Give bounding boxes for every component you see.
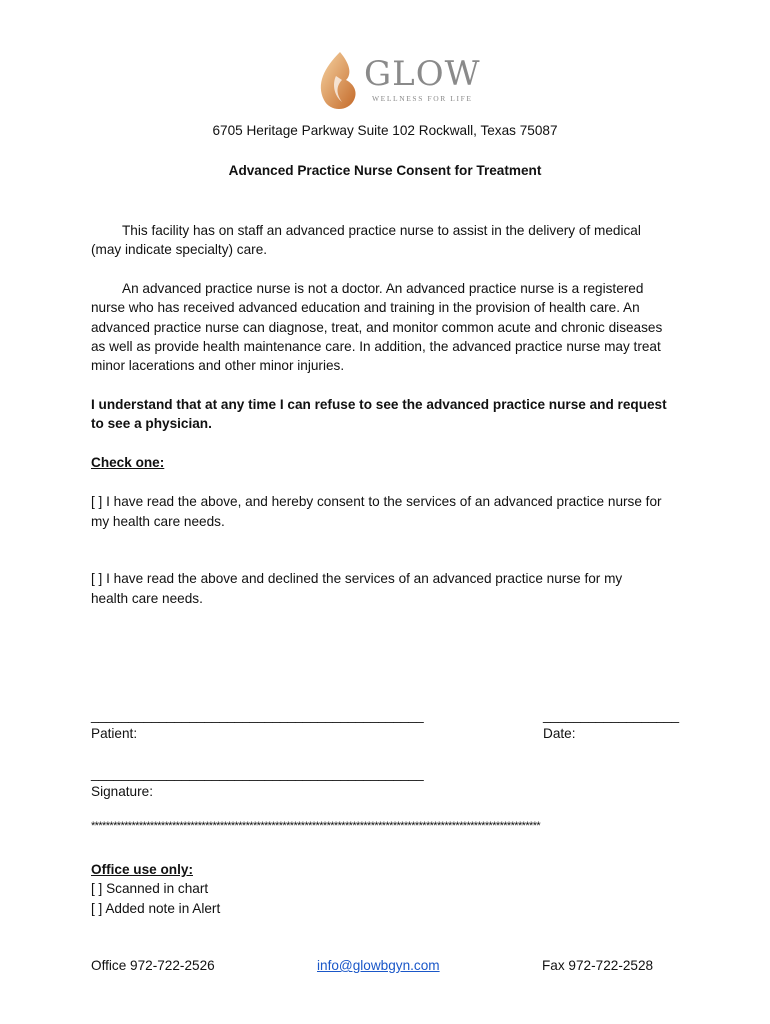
para2-line: minor lacerations and other minor injuries. <box>91 358 345 373</box>
office-phone: Office 972-722-2526 <box>91 958 215 973</box>
patient-blank: ____________________________________________ <box>91 708 424 723</box>
fax-number: Fax 972-722-2528 <box>542 958 654 973</box>
para2-line: nurse who has received advanced education and training in the provision of health care. An <box>91 300 640 315</box>
date-label: Date: <box>543 726 576 741</box>
consent-option: my health care needs. <box>91 514 225 529</box>
office-checkbox-item: [ ] Scanned in chart <box>91 881 209 896</box>
signature-label: Signature: <box>91 784 153 799</box>
office-checkbox-item: [ ] Added note in Alert <box>91 901 221 916</box>
glow-logo <box>314 50 481 114</box>
email-link[interactable]: info@glowbgyn.com <box>317 958 440 973</box>
para2-line: as well as provide health maintenance care. In addition, the advanced practice nurse may treat <box>91 339 661 354</box>
logo-tagline: WELLNESS FOR LIFE <box>372 94 473 103</box>
refusal-statement: I understand that at any time I can refuse to see the advanced practice nurse and request <box>91 397 667 412</box>
para1-line: This facility has on staff an advanced practice nurse to assist in the delivery of medical <box>122 223 641 238</box>
patient-label: Patient: <box>91 726 138 741</box>
decline-option: [ ] I have read the above and declined the services of an advanced practice nurse for my <box>91 571 623 586</box>
separator: ************************************************************************************************************************** <box>91 820 541 832</box>
flame-icon <box>314 50 362 114</box>
page-title: Advanced Practice Nurse Consent for Treatment <box>228 163 542 178</box>
refusal-statement: to see a physician. <box>91 416 212 431</box>
para2-line: An advanced practice nurse is not a doctor. An advanced practice nurse is a registered <box>122 281 644 296</box>
consent-option: [ ] I have read the above, and hereby consent to the services of an advanced practice nurse for <box>91 494 662 509</box>
address: 6705 Heritage Parkway Suite 102 Rockwall, Texas 75087 <box>212 123 558 138</box>
decline-option: health care needs. <box>91 591 203 606</box>
date-blank: __________________ <box>543 708 680 723</box>
logo-brand-text: GLOW <box>364 54 481 94</box>
office-use-heading: Office use only: <box>91 862 193 877</box>
signature-blank: ____________________________________________ <box>91 766 424 781</box>
para2-line: advanced practice nurse can diagnose, treat, and monitor common acute and chronic diseases <box>91 320 663 335</box>
check-one-heading: Check one: <box>91 455 165 470</box>
para1-line: (may indicate specialty) care. <box>91 242 268 257</box>
